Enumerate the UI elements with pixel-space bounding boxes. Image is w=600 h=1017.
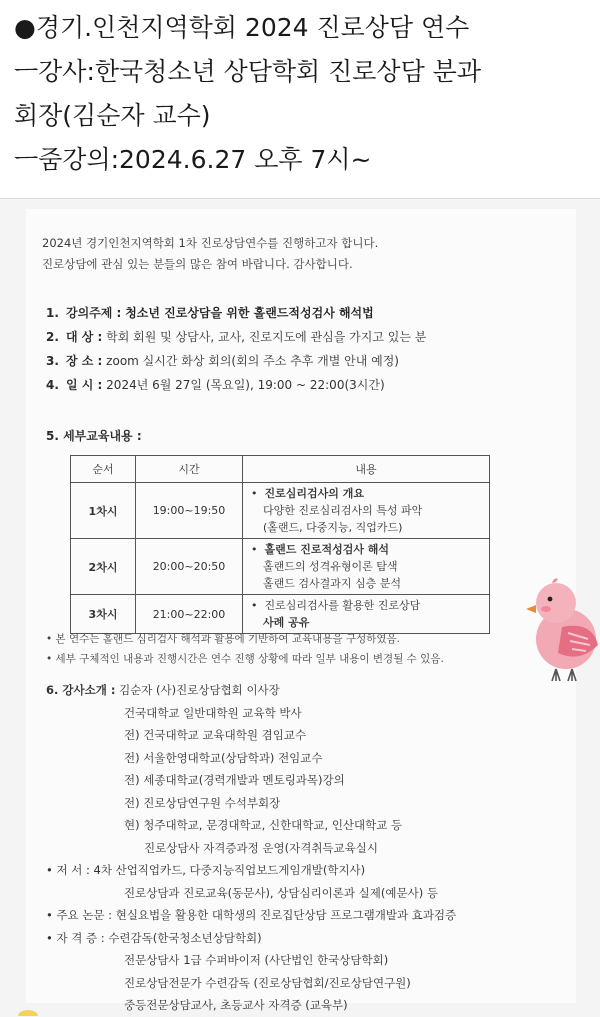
note-line: • 세부 구체적인 내용과 진행시간은 연수 진행 상황에 따라 일부 내용이 변경될 수 있음. xyxy=(46,653,444,665)
row-time: 19:00~19:50 xyxy=(136,483,243,539)
intro-line-1: 2024년 경기인천지역학회 1차 진로상담연수를 진행하고자 합니다. xyxy=(42,236,379,250)
instructor-name: 김순자 (사)진로상담협회 이사장 xyxy=(119,683,280,697)
books-row xyxy=(46,859,456,882)
row-order: 1차시 xyxy=(71,483,136,539)
career-line: 전) 진로상담연구원 수석부회장 xyxy=(124,795,281,810)
header-time: 시간 xyxy=(136,456,243,483)
cert-line: 전문상담사 1급 수퍼바이저 (사단법인 한국상담학회) xyxy=(124,953,389,967)
item-value: 학회 회원 및 상담사, 교사, 진로지도에 관심을 가지고 있는 분 xyxy=(106,330,427,344)
section-5-title: 5. 세부교육내용 : xyxy=(46,429,142,443)
cert-line: 진로상담전문가 수련감독 (진로상담협회/진로상담연구원) xyxy=(124,975,411,990)
item-number: 4. xyxy=(46,378,59,392)
emoji-sticker-icon xyxy=(14,1008,44,1016)
section-6-instructor xyxy=(46,679,456,1017)
paper-value: 현실요법을 활용한 대학생의 진로집단상담 프로그램개발과 효과검증 xyxy=(115,908,457,922)
header-line-4: ㅡ줌강의:2024.6.27 오후 7시~ xyxy=(14,145,372,174)
item-label: 장 소 : xyxy=(66,354,103,368)
info-list xyxy=(46,301,426,397)
item-value: zoom 실시간 화상 회의(회의 주소 추후 개별 안내 예정) xyxy=(106,354,399,368)
row-line: 사례 공유 xyxy=(263,616,310,629)
cert-line: 중등전문상담교사, 초등교사 자격증 (교육부) xyxy=(124,998,348,1012)
career-line: 전) 세종대학교(경력개발과 멘토링과목)강의 xyxy=(124,773,345,787)
books-label: • 저 서 : xyxy=(46,863,90,877)
row-content xyxy=(243,483,490,539)
bullet: • xyxy=(251,487,258,500)
header-line-1: ●경기.인천지역학회 2024 진로상담 연수 xyxy=(14,13,470,42)
row-title-text: 진로심리검사의 개요 xyxy=(264,487,364,500)
row-line: 홀랜드의 성격유형이론 탐색 xyxy=(263,560,398,573)
row-content xyxy=(243,539,490,595)
row-order: 2차시 xyxy=(71,539,136,595)
row-content xyxy=(243,595,490,634)
bullet: • xyxy=(251,543,258,556)
row-title-text: 홀랜드 진로적성검사 해석 xyxy=(264,543,390,556)
notes xyxy=(46,629,444,669)
item-value: 청소년 진로상담을 위한 홀랜드적성검사 해석법 xyxy=(125,306,374,320)
row-title xyxy=(251,597,483,614)
section-6-title: 6. 강사소개 : xyxy=(46,683,116,697)
intro-line-2: 진로상담에 관심 있는 분들의 많은 참여 바랍니다. 감사합니다. xyxy=(42,257,353,271)
row-line: 홀랜드 검사결과지 심층 분석 xyxy=(263,577,402,590)
career-line: 전) 건국대학교 교육대학원 겸임교수 xyxy=(124,728,307,742)
item-number: 1. xyxy=(46,306,59,320)
pink-bird-icon xyxy=(526,577,600,687)
table-row xyxy=(71,539,490,595)
info-item-topic xyxy=(46,301,426,325)
item-label: 대 상 : xyxy=(66,330,103,344)
table-row xyxy=(71,483,490,539)
career-line: 전) 서울한영대학교(상담학과) 전임교수 xyxy=(124,750,323,765)
document-page xyxy=(26,209,576,1012)
row-order: 3차시 xyxy=(71,595,136,634)
row-line: 다양한 진로심리검사의 특성 파악 xyxy=(263,504,423,517)
career-line: 진로상담사 자격증과정 운영(자격취득교육실시 xyxy=(144,840,378,855)
career-line: 현) 청주대학교, 문경대학교, 신한대학교, 인산대학교 등 xyxy=(124,818,403,832)
books-line: 진로상담과 진로교육(동문사), 상담심리이론과 실제(예문사) 등 xyxy=(124,885,438,900)
schedule-table xyxy=(70,455,490,634)
cert-value: 수련감독(한국청소년상담학회) xyxy=(108,930,262,945)
row-line: (홀랜드, 다중지능, 직업카드) xyxy=(263,521,403,534)
header-order: 순서 xyxy=(71,456,136,483)
row-time: 20:00~20:50 xyxy=(136,539,243,595)
item-label: 강의주제 : xyxy=(66,306,122,320)
item-value: 2024년 6월 27일 (목요일), 19:00 ~ 22:00(3시간) xyxy=(106,378,385,392)
header-content: 내용 xyxy=(243,456,490,483)
cert-label: • 자 격 증 : xyxy=(46,930,105,945)
row-time: 21:00~22:00 xyxy=(136,595,243,634)
info-item-target xyxy=(46,325,426,349)
bullet: • xyxy=(251,599,258,612)
item-label: 일 시 : xyxy=(66,378,103,392)
item-number: 2. xyxy=(46,330,59,344)
header-line-3: 회장(김순자 교수) xyxy=(14,101,211,130)
header-line-2: ㅡ강사:한국청소년 상담학회 진로상담 분과 xyxy=(14,57,481,86)
paper-label: • 주요 논문 : xyxy=(46,908,113,922)
item-number: 3. xyxy=(46,354,59,368)
cert-row xyxy=(46,927,456,950)
document-image[interactable] xyxy=(0,198,600,1017)
books-value: 4차 산업직업카드, 다중지능직업보드게임개발(학지사) xyxy=(93,863,366,877)
intro-text xyxy=(42,233,378,275)
instructor-name-row xyxy=(46,679,456,702)
table-header-row xyxy=(71,456,490,483)
info-item-date xyxy=(46,373,426,397)
row-title xyxy=(251,485,483,502)
row-title xyxy=(251,541,483,558)
post-header xyxy=(14,6,594,182)
row-title-text: 진로심리검사를 활용한 진로상담 xyxy=(264,599,421,612)
info-item-place xyxy=(46,349,426,373)
note-line: • 본 연수는 홀랜드 심리검사 해석과 활용에 기반하여 교육내용을 구성하였음. xyxy=(46,633,401,645)
table-row xyxy=(71,595,490,634)
career-line: 건국대학교 일반대학원 교육학 박사 xyxy=(124,705,302,720)
paper-row xyxy=(46,904,456,927)
